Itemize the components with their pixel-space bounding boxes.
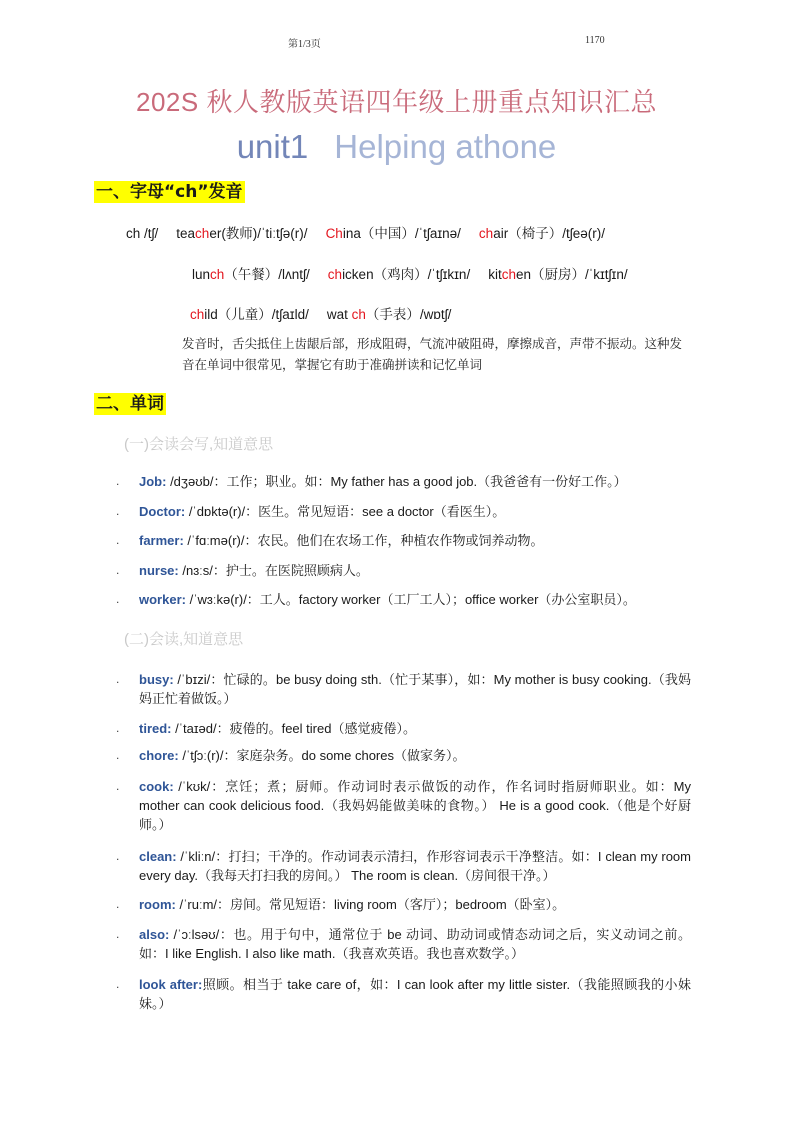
phonics-note: 发音时，舌尖抵住上齿龈后部，形成阻碍，气流冲破阻碍，摩擦成音，声带不振动。这种发音在单词中很常见，掌握它有助于准确拼读和记忆单词 [182,336,683,372]
vocab-definition: /ˈdɒktə(r)/：医生。常见短语：see a doctor（看医生）。 [185,504,506,519]
phonics-word: child（儿童）/tʃaɪld/ [190,307,309,322]
vocab-definition: /ˈɔːlsəʊ/：也。用于句中，通常位于 be 动词、助动词或情态动词之后，实义动词之前。如：I like English. I also like math.（我喜欢英语。我也喜欢数学。） [139,927,691,961]
vocab-item [116,561,691,580]
vocab-definition: /ˈtaɪəd/：疲倦的。feel tired（感觉疲倦）。 [171,721,416,736]
vocab-definition: /ˈtʃɔː(r)/：家庭杂务。do some chores（做家务）。 [178,748,466,763]
list-bullet: . [116,672,120,686]
list-bullet: . [116,533,120,547]
vocab-item [116,670,691,708]
page-number: 1170 [585,35,605,46]
unit-label: unit1 [236,128,309,165]
vocab-item [116,925,691,963]
subsection-heading-2: (二)会读,知道意思 [124,631,244,648]
phonics-word: kitchen（厨房）/ˈkɪtʃɪn/ [488,267,628,282]
vocab-definition: /ˈruːm/：房间。常见短语：living room（客厅）；bedroom（卧室）。 [175,897,566,912]
phonics-word: ch /tʃ/ [126,226,159,241]
section-heading-vocabulary: 二、单词 [96,394,164,414]
page-indicator: 第1/3页 [288,39,321,50]
vocab-item [116,590,691,609]
phonics-word: China（中国）/ˈtʃaɪnə/ [325,226,461,241]
list-bullet: . [116,748,120,762]
phonics-word: teacher(教师)/ˈtiːtʃə(r)/ [176,226,308,241]
subsection-heading-1: (一)会读会写,知道意思 [124,436,274,453]
list-bullet: . [116,504,120,518]
vocab-word: farmer: [139,533,184,548]
vocab-item [116,975,691,1013]
vocab-word: cook: [139,779,174,794]
vocab-definition: /nɜːs/：护士。在医院照顾病人。 [178,563,369,578]
list-bullet: . [116,977,120,991]
vocab-word: clean: [139,849,177,864]
vocab-word: nurse: [139,563,179,578]
unit-name: Helping athone [334,128,557,165]
page-header [0,35,793,51]
vocab-item [116,847,691,885]
list-bullet: . [116,849,120,863]
vocab-word: tired: [139,721,172,736]
vocab-definition: 照顾。相当于 take care of，如：I can look after my little sister.（我能照顾我的小妹妹。） [139,977,691,1011]
phonics-row-2 [192,263,646,283]
document-title: 202S 秋人教版英语四年级上册重点知识汇总 [136,87,657,117]
list-bullet: . [116,779,120,793]
list-bullet: . [116,721,120,735]
vocab-item [116,502,691,521]
vocab-item [116,777,691,834]
vocab-word: look after: [139,977,203,992]
phonics-row-1 [126,222,623,242]
phonics-word: chair（椅子）/tʃeə(r)/ [478,226,605,241]
list-bullet: . [116,592,120,606]
vocab-definition: /ˈbɪzi/：忙碌的。be busy doing sth.（忙于某事），如：My mother is busy cooking.（我妈妈正忙着做饭。） [139,672,691,706]
vocab-definition: /dʒəʊb/：工作；职业。如：My father has a good job.（我爸爸有一份好工作。） [166,474,627,489]
vocab-word: Job: [139,474,167,489]
vocab-word: chore: [139,748,179,763]
vocab-definition: /ˈwɜːkə(r)/：工人。factory worker（工厂工人）；office worker（办公室职员）。 [185,592,636,607]
vocab-word: worker: [139,592,186,607]
vocab-word: also: [139,927,170,942]
vocab-item [116,531,691,550]
list-bullet: . [116,474,120,488]
vocab-item [116,472,691,491]
unit-title [0,128,793,166]
vocab-definition: /ˈfɑːmə(r)/：农民。他们在农场工作，种植农作物或饲养动物。 [183,533,544,548]
phonics-word: chicken（鸡肉）/ˈtʃɪkɪn/ [327,267,471,282]
vocab-definition: /ˈkʊk/：烹饪；煮；厨师。作动词时表示做饭的动作，作名词时指厨师职业。如：My mother can cook delicious food.（我妈妈能做美味的食物。） He is a good cook.（他是个好厨师。） [139,779,691,832]
vocab-word: room: [139,897,176,912]
vocab-item [116,895,691,914]
phonics-word: wat ch（手表）/wɒtʃ/ [326,307,452,322]
vocab-definition: /ˈkliːn/：打扫；干净的。作动词表示清扫，作形容词表示干净整洁。如：I clean my room every day.（我每天打扫我的房间。） The room is clean.（房间很干净。） [139,849,691,883]
vocab-item [116,746,691,765]
section-heading-phonics: 一、字母“ch”发音 [96,182,243,202]
vocab-word: Doctor: [139,504,186,519]
list-bullet: . [116,563,120,577]
phonics-word: lunch（午餐）/lʌntʃ/ [192,267,310,282]
vocab-item [116,719,691,738]
vocab-word: busy: [139,672,174,687]
list-bullet: . [116,927,120,941]
list-bullet: . [116,897,120,911]
phonics-row-3 [190,303,469,323]
